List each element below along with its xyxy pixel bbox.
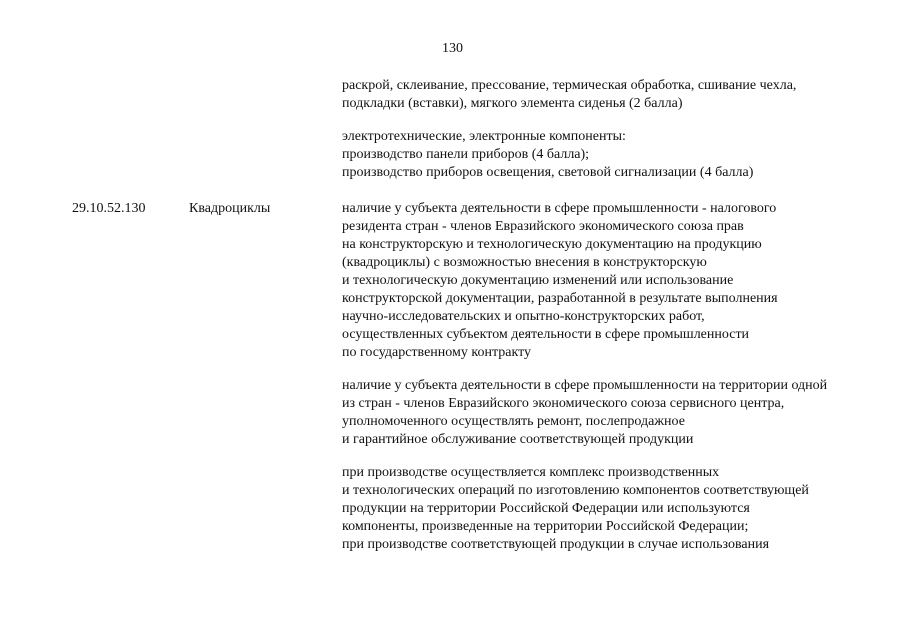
requirement-line: научно-исследовательских и опытно-конструкторских работ, xyxy=(342,309,705,324)
requirement-line: осуществленных субъектом деятельности в сфере промышленности xyxy=(342,327,750,342)
requirement-line: по государственному контракту xyxy=(342,345,532,360)
continuation-line: производство приборов освещения, световой сигнализации (4 балла) xyxy=(342,165,754,180)
requirement-line: (квадроциклы) с возможностью внесения в конструкторскую xyxy=(342,255,707,270)
okpd-code: 29.10.52.130 xyxy=(72,201,146,216)
requirement-line: и технологическую документацию изменений или использование xyxy=(342,273,734,288)
requirement-line: и технологических операций по изготовлению компонентов соответствующей xyxy=(342,483,809,498)
requirement-line: из стран - членов Евразийского экономического союза сервисного центра, xyxy=(342,396,785,411)
requirement-line: при производстве соответствующей продукции в случае использования xyxy=(342,537,770,552)
continuation-line: подкладки (вставки), мягкого элемента сиденья (2 балла) xyxy=(342,96,683,111)
requirement-line: конструкторской документации, разработанной в результате выполнения xyxy=(342,291,778,306)
requirement-line: продукции на территории Российской Федерации или используются xyxy=(342,501,750,516)
page-number: 130 xyxy=(442,41,463,56)
product-name: Квадроциклы xyxy=(189,201,271,216)
requirement-line: и гарантийное обслуживание соответствующей продукции xyxy=(342,432,694,447)
requirement-line: наличие у субъекта деятельности в сфере промышленности на территории одной xyxy=(342,378,828,393)
continuation-line: раскрой, склеивание, прессование, термическая обработка, сшивание чехла, xyxy=(342,78,797,93)
requirement-line: наличие у субъекта деятельности в сфере промышленности - налогового xyxy=(342,201,777,216)
continuation-line: производство панели приборов (4 балла); xyxy=(342,147,590,162)
continuation-line: электротехнические, электронные компоненты: xyxy=(342,129,626,144)
requirement-line: резидента стран - членов Евразийского экономического союза прав xyxy=(342,219,744,234)
requirement-line: при производстве осуществляется комплекс производственных xyxy=(342,465,720,480)
requirement-line: на конструкторскую и технологическую документацию на продукцию xyxy=(342,237,762,252)
requirement-line: компоненты, произведенные на территории Российской Федерации; xyxy=(342,519,749,534)
requirement-line: уполномоченного осуществлять ремонт, послепродажное xyxy=(342,414,685,429)
